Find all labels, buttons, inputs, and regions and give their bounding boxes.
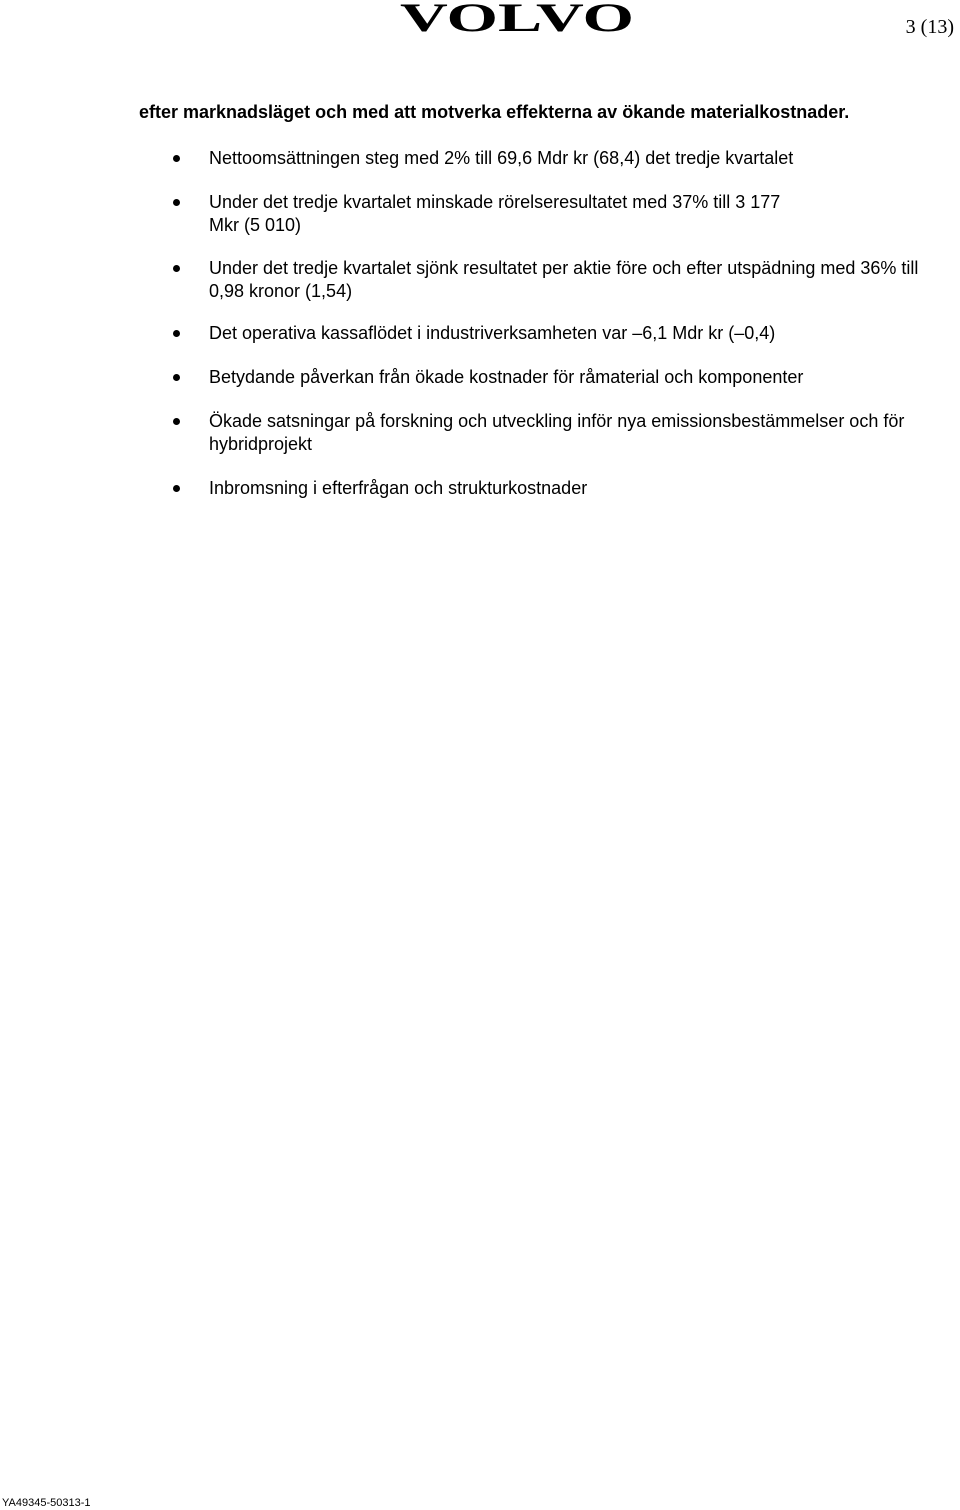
list-item-text: Betydande påverkan från ökade kostnader för råmaterial och komponenter (209, 367, 804, 387)
bullet-icon (173, 155, 180, 162)
list-item-text: Under det tredje kvartalet sjönk resultatet per aktie före och efter utspädning med 36% till 0,98 kronor (1,54) (209, 258, 919, 301)
list-item-text: Nettoomsättningen steg med 2% till 69,6 Mdr kr (68,4) det tredje kvartalet (209, 148, 794, 168)
list-item-text: Det operativa kassaflödet i industriverksamheten var –6,1 Mdr kr (–0,4) (209, 323, 776, 343)
list-item (209, 477, 949, 500)
bullet-icon (173, 265, 180, 272)
list-item-text: Under det tredje kvartalet minskade rörelseresultatet med 37% till 3 177 Mkr (5 010) (209, 192, 781, 235)
list-item (209, 257, 929, 303)
document-code: YA49345-50313-1 (2, 1497, 91, 1509)
list-item (209, 410, 949, 456)
bullet-icon (173, 485, 180, 492)
list-item-text: Inbromsning i efterfrågan och strukturkostnader (209, 478, 588, 498)
bullet-icon (173, 374, 180, 381)
lead-paragraph: efter marknadsläget och med att motverka effekterna av ökande materialkostnader. (139, 102, 850, 122)
bullet-icon (173, 330, 180, 337)
volvo-logo (398, 0, 636, 36)
list-item-text: Ökade satsningar på forskning och utveckling inför nya emissionsbestämmelser och för hybridprojekt (209, 411, 905, 454)
list-item (209, 191, 809, 237)
list-item (209, 322, 949, 345)
list-item (209, 147, 949, 170)
page-number: 3 (13) (905, 16, 954, 38)
bullet-icon (173, 199, 180, 206)
bullet-icon (173, 418, 180, 425)
logo-wordmark: VOLVO (400, 0, 634, 36)
list-item (209, 366, 949, 389)
